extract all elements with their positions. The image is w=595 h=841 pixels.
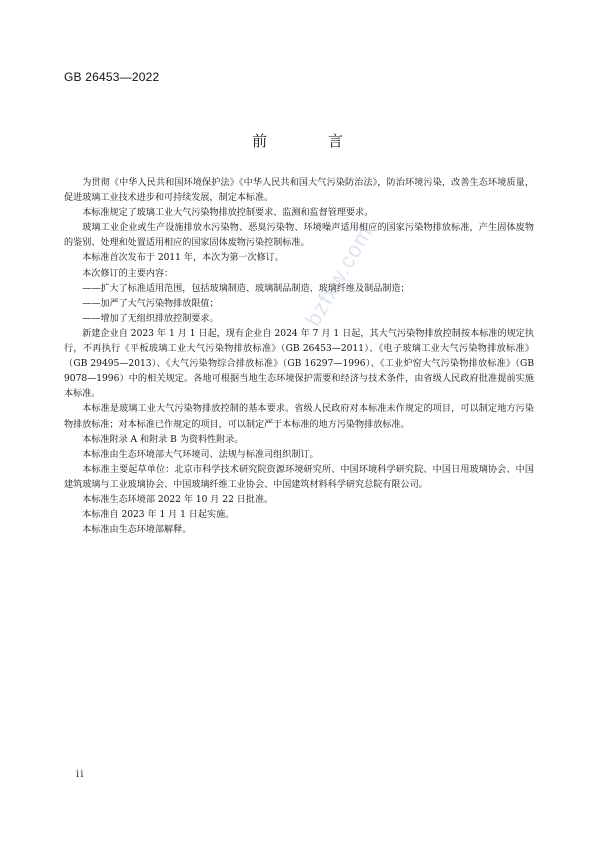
paragraph: 本标准规定了玻璃工业大气污染物排放控制要求、监测和监督管理要求。 [82,208,374,219]
paragraph: 本标准由生态环境部解释。 [82,525,192,536]
list-item: ——增加了无组织排放控制要求。 [82,313,219,324]
page-title: 前 言 [252,132,371,150]
paragraph: 本次修订的主要内容： [82,268,174,279]
paragraph: 为贯彻《中华人民共和国环境保护法》《中华人民共和国大气污染防治法》，防治环境污染，改善生态环境质量，促进玻璃工业技术进步和可持续发展，制定本标准。 [64,178,534,204]
paragraph: 本标准首次发布于 2011 年，本次为第一次修订。 [82,253,284,264]
paragraph: 本标准主要起草单位：北京市科学技术研究院资源环境研究所、中国环境科学研究院、中国日用玻璃协会、中国建筑玻璃与工业玻璃协会、中国玻璃纤维工业协会、中国建筑材料科学研究总院有限公司。 [64,464,534,490]
page-number: ii [76,769,85,780]
paragraph: 本标准生态环境部 2022 年 10 月 22 日批准。 [82,494,274,505]
paragraph: 新建企业自 2023 年 1 月 1 日起，现有企业自 2024 年 7 月 1 日起，其大气污染物排放控制按本标准的规定执行，不再执行《平板玻璃工业大气污染物排放标准》（GB 26453—2011）、《电子玻璃工业大气污染物排放标准》（GB 29495—2013）、《大气污染物综合排放标准》（GB 16297—1996）、《工业炉窑大气污染物排放标准》（GB 9078—1996）中的相关规定。各地可根据当地生态环境保护需要和经济与技术条件，由省级人民政府批准提前实施本标准。 [64,328,534,400]
paragraph: 本标准是玻璃工业大气污染物排放控制的基本要求。省级人民政府对本标准未作规定的项目，可以制定地方污染物排放标准；对本标准已作规定的项目，可以制定严于本标准的地方污染物排放标准。 [64,404,534,430]
watermark: bzfxw.com [300,221,378,331]
list-item: ——加严了大气污染物排放限值； [82,298,219,309]
list-item: ——扩大了标准适用范围，包括玻璃制造、玻璃制品制造、玻璃纤维及制品制造； [82,283,410,294]
paragraph: 本标准由生态环境部大气环境司、法规与标准司组织制订。 [82,449,319,460]
paragraph: 本标准附录 A 和附录 B 为资料性附录。 [82,434,244,445]
preface-body [64,176,534,538]
standard-number: GB 26453—2022 [64,70,160,84]
paragraph: 玻璃工业企业或生产设施排放水污染物、恶臭污染物、环境噪声适用相应的国家污染物排放标准，产生固体废物的鉴别、处理和处置适用相应的国家固体废物污染控制标准。 [64,223,534,249]
paragraph: 本标准自 2023 年 1 月 1 日起实施。 [82,510,235,521]
